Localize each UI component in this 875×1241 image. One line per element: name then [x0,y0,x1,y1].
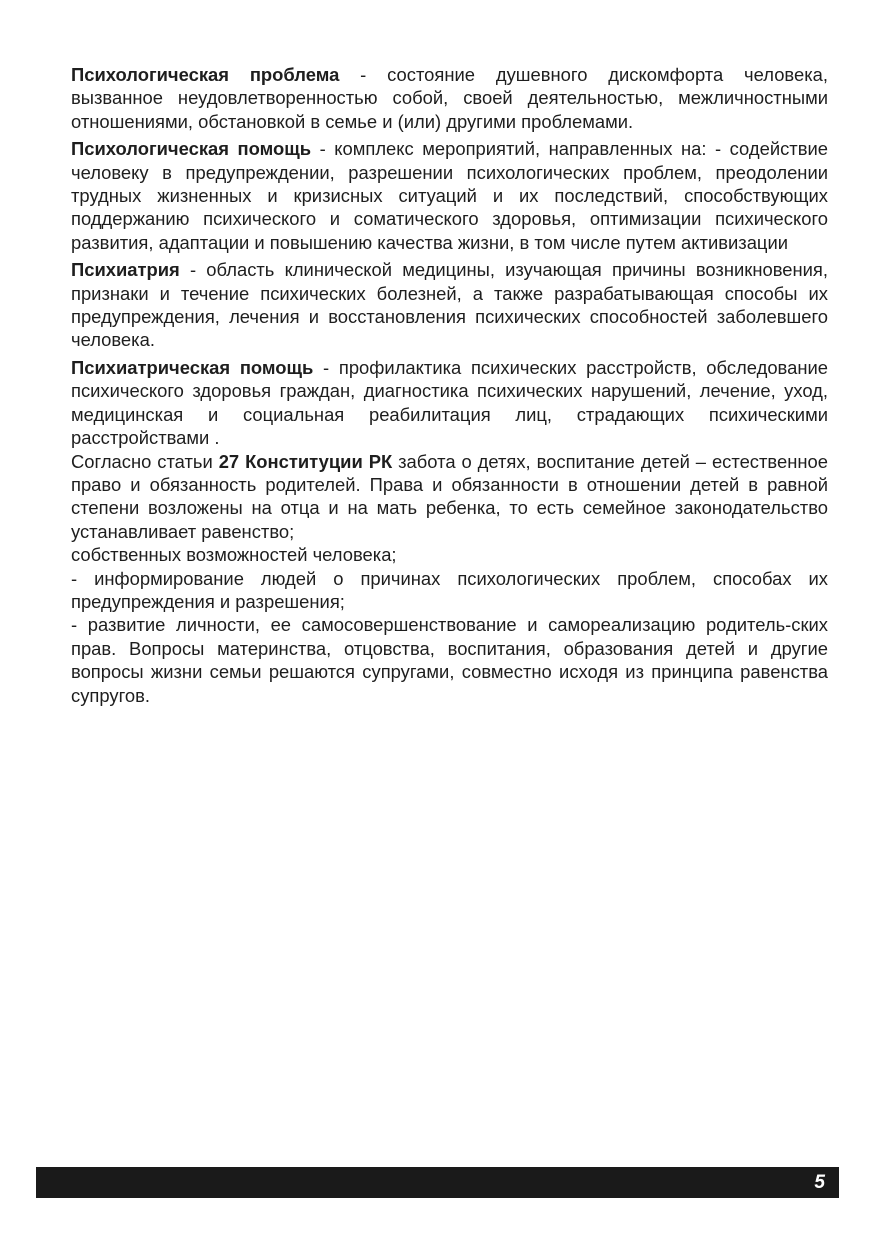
definition-psychiatry [71,258,828,352]
page-number: 5 [814,1172,825,1193]
definition-text: - область клинической медицины, изучающая причины возникновения, признаки и течение психических болезней, а также разрабатывающая способы их предупреждения, лечения и восстановления психических способностей заболевшего человека. [71,259,828,351]
text-line: - информирование людей о причинах психологических проблем, способах их предупреждения и разрешения; [71,567,828,612]
definition-text: - профилактика психических расстройств, обследование психического здоровья граждан, диагностика психических нарушений, лечение, уход, медицинская и социальная реабилитация лиц, страдающих психическими расстройствами . [71,356,828,449]
document-body [71,63,828,707]
definition-text: - комплекс мероприятий, направленных на: - содействие человеку в предупреждении, разрешении психологических проблем, преодолении трудных жизненных и кризисных ситуаций и их последствий, способствующих поддержанию психического и соматического здоровья, оптимизации психического развития, адаптации и повышению качества жизни, в том числе путем активизации [71,138,828,253]
page-footer-bar [36,1167,839,1198]
constitution-reference: 27 Конституции РК [218,450,393,472]
term-psychiatric-help: Психиатрическая помощь [71,356,314,378]
constitution-paragraph [71,450,828,544]
constitution-text: забота о детях, воспитание детей – естественное право и обязанность родителей. Права и обязанности в отношении детей в равной степени возложены на отца и на мать ребенка, то есть семейное законодательство устанавливает равенство; [71,450,828,542]
definition-psychological-problem [71,63,828,133]
definition-psychiatric-help [71,356,828,450]
term-psychiatry: Психиатрия [71,259,180,281]
definition-text: - состояние душевного дискомфорта человека, вызванное неудовлетворенностью собой, своей деятельностью, межличностными отношениями, обстановкой в семье и (или) другими проблемами. [71,64,829,132]
term-psychological-help: Психологическая помощь [71,138,312,160]
text-line: собственных возможностей человека; [71,544,397,566]
definition-psychological-help [71,137,828,254]
term-psychological-problem: Психологическая проблема [71,64,340,85]
constitution-intro: Согласно статьи [71,450,219,472]
text-line: - развитие личности, ее самосовершенствование и самореализацию родитель-ских прав. Вопросы материнства, отцовства, воспитания, образования детей и другие вопросы жизни семьи решаются супругами, совместно исходя из принципа равенства супругов. [71,614,828,706]
